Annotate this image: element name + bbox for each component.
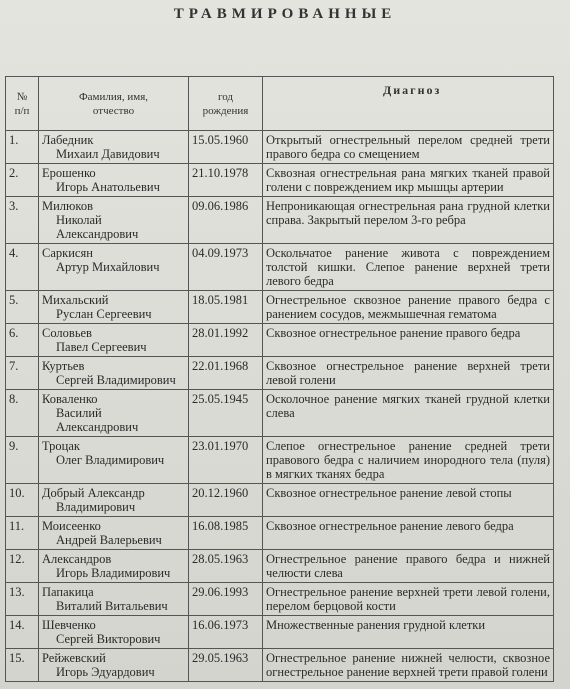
table-row: [6, 390, 554, 437]
last-name: Добрый Александр: [42, 486, 145, 500]
row-number: 13.: [6, 583, 39, 616]
diagnosis: Осколочное ранение мягких тканей грудной клетки слева: [263, 390, 554, 437]
row-number: 8.: [6, 390, 39, 437]
person-name: [39, 484, 189, 517]
table-row: [6, 164, 554, 197]
birth-date: 25.05.1945: [189, 390, 263, 437]
header-name: Фамилия, имя, отчество: [39, 77, 189, 131]
row-number: 15.: [6, 649, 39, 682]
first-patronymic: Виталий Витальевич: [56, 599, 168, 613]
person-name: [39, 197, 189, 244]
person-name: [39, 390, 189, 437]
birth-date: 16.06.1973: [189, 616, 263, 649]
first-patronymic: Артур Михайлович: [56, 260, 160, 274]
diagnosis: Огнестрельное ранение верхней трети левой голени, перелом берцовой кости: [263, 583, 554, 616]
table-row: [6, 437, 554, 484]
table-row: [6, 244, 554, 291]
last-name: Александров: [42, 552, 112, 566]
last-name: Рейжевский: [42, 651, 106, 665]
row-number: 12.: [6, 550, 39, 583]
person-name: [39, 550, 189, 583]
first-patronymic: Руслан Сергеевич: [56, 307, 152, 321]
birth-date: 28.05.1963: [189, 550, 263, 583]
diagnosis: Открытый огнестрельный перелом средней трети правого бедра со смещением: [263, 131, 554, 164]
last-name: Ерошенко: [42, 166, 96, 180]
birth-date: 29.05.1963: [189, 649, 263, 682]
table-row: [6, 357, 554, 390]
first-patronymic: Михаил Давидович: [56, 147, 160, 161]
table-header-row: [6, 77, 554, 131]
last-name: Папакица: [42, 585, 94, 599]
row-number: 14.: [6, 616, 39, 649]
person-name: [39, 324, 189, 357]
person-name: [39, 649, 189, 682]
birth-date: 20.12.1960: [189, 484, 263, 517]
header-birth-year: год рождения: [189, 77, 263, 131]
table-row: [6, 550, 554, 583]
birth-date: 18.05.1981: [189, 291, 263, 324]
last-name: Саркисян: [42, 246, 93, 260]
person-name: [39, 437, 189, 484]
person-name: [39, 517, 189, 550]
birth-date: 15.05.1960: [189, 131, 263, 164]
row-number: 3.: [6, 197, 39, 244]
diagnosis: Огнестрельное сквозное ранение правого бедра с ранением сосудов, межмышечная гематома: [263, 291, 554, 324]
table-row: [6, 131, 554, 164]
birth-date: 04.09.1973: [189, 244, 263, 291]
birth-date: 28.01.1992: [189, 324, 263, 357]
table-row: [6, 484, 554, 517]
diagnosis: Слепое огнестрельное ранение средней трети правового бедра с наличием инородного тела (пуля) в мягких тканях бедра: [263, 437, 554, 484]
table-row: [6, 583, 554, 616]
person-name: [39, 583, 189, 616]
first-patronymic: Сергей Владимирович: [56, 373, 176, 387]
casualty-table: [5, 76, 554, 682]
person-name: [39, 244, 189, 291]
row-number: 4.: [6, 244, 39, 291]
row-number: 1.: [6, 131, 39, 164]
first-patronymic: Андрей Валерьевич: [56, 533, 162, 547]
row-number: 6.: [6, 324, 39, 357]
birth-date: 23.01.1970: [189, 437, 263, 484]
table-row: [6, 197, 554, 244]
diagnosis: Огнестрельное ранение правого бедра и нижней челюсти слева: [263, 550, 554, 583]
row-number: 5.: [6, 291, 39, 324]
diagnosis: Оскольчатое ранение живота с повреждением толстой кишки. Слепое ранение верхней трети левого бедра: [263, 244, 554, 291]
last-name: Соловьев: [42, 326, 92, 340]
table-row: [6, 616, 554, 649]
diagnosis: Сквозное огнестрельное ранение левого бедра: [263, 517, 554, 550]
diagnosis: Сквозное огнестрельное ранение верхней трети левой голени: [263, 357, 554, 390]
first-patronymic: Николай Александрович: [56, 213, 139, 241]
last-name: Куртьев: [42, 359, 85, 373]
birth-date: 29.06.1993: [189, 583, 263, 616]
diagnosis: Сквозное огнестрельное ранение правого бедра: [263, 324, 554, 357]
first-patronymic: Владимирович: [56, 500, 136, 514]
header-diagnosis: Диагноз: [263, 77, 554, 131]
header-number: № п/п: [6, 77, 39, 131]
birth-date: 09.06.1986: [189, 197, 263, 244]
table-row: [6, 291, 554, 324]
last-name: Моисеенко: [42, 519, 101, 533]
birth-date: 16.08.1985: [189, 517, 263, 550]
table-row: [6, 324, 554, 357]
first-patronymic: Сергей Викторович: [56, 632, 161, 646]
row-number: 10.: [6, 484, 39, 517]
birth-date: 21.10.1978: [189, 164, 263, 197]
diagnosis: Множественные ранения грудной клетки: [263, 616, 554, 649]
table-body: [6, 131, 554, 682]
diagnosis: Огнестрельное ранение нижней челюсти, сквозное огнестрельное ранение верхней трети правой голени: [263, 649, 554, 682]
row-number: 2.: [6, 164, 39, 197]
person-name: [39, 131, 189, 164]
person-name: [39, 616, 189, 649]
first-patronymic: Василий Александрович: [56, 406, 139, 434]
first-patronymic: Игорь Эдуардович: [56, 665, 155, 679]
person-name: [39, 357, 189, 390]
first-patronymic: Игорь Владимирович: [56, 566, 171, 580]
row-number: 11.: [6, 517, 39, 550]
diagnosis: Сквозное огнестрельное ранение левой стопы: [263, 484, 554, 517]
first-patronymic: Игорь Анатольевич: [56, 180, 160, 194]
last-name: Шевченко: [42, 618, 96, 632]
row-number: 9.: [6, 437, 39, 484]
table-row: [6, 517, 554, 550]
person-name: [39, 164, 189, 197]
row-number: 7.: [6, 357, 39, 390]
diagnosis: Непроникающая огнестрельная рана грудной клетки справа. Закрытый перелом 3-го ребра: [263, 197, 554, 244]
last-name: Михальский: [42, 293, 109, 307]
first-patronymic: Олег Владимирович: [56, 453, 165, 467]
page-title: ТРАВМИРОВАННЫЕ: [173, 6, 397, 22]
last-name: Коваленко: [42, 392, 98, 406]
person-name: [39, 291, 189, 324]
last-name: Милюков: [42, 199, 93, 213]
table-row: [6, 649, 554, 682]
birth-date: 22.01.1968: [189, 357, 263, 390]
last-name: Лабедник: [42, 133, 94, 147]
last-name: Троцак: [42, 439, 80, 453]
diagnosis: Сквозная огнестрельная рана мягких тканей правой голени с повреждением икр мышцы артерии: [263, 164, 554, 197]
first-patronymic: Павел Сергеевич: [56, 340, 147, 354]
